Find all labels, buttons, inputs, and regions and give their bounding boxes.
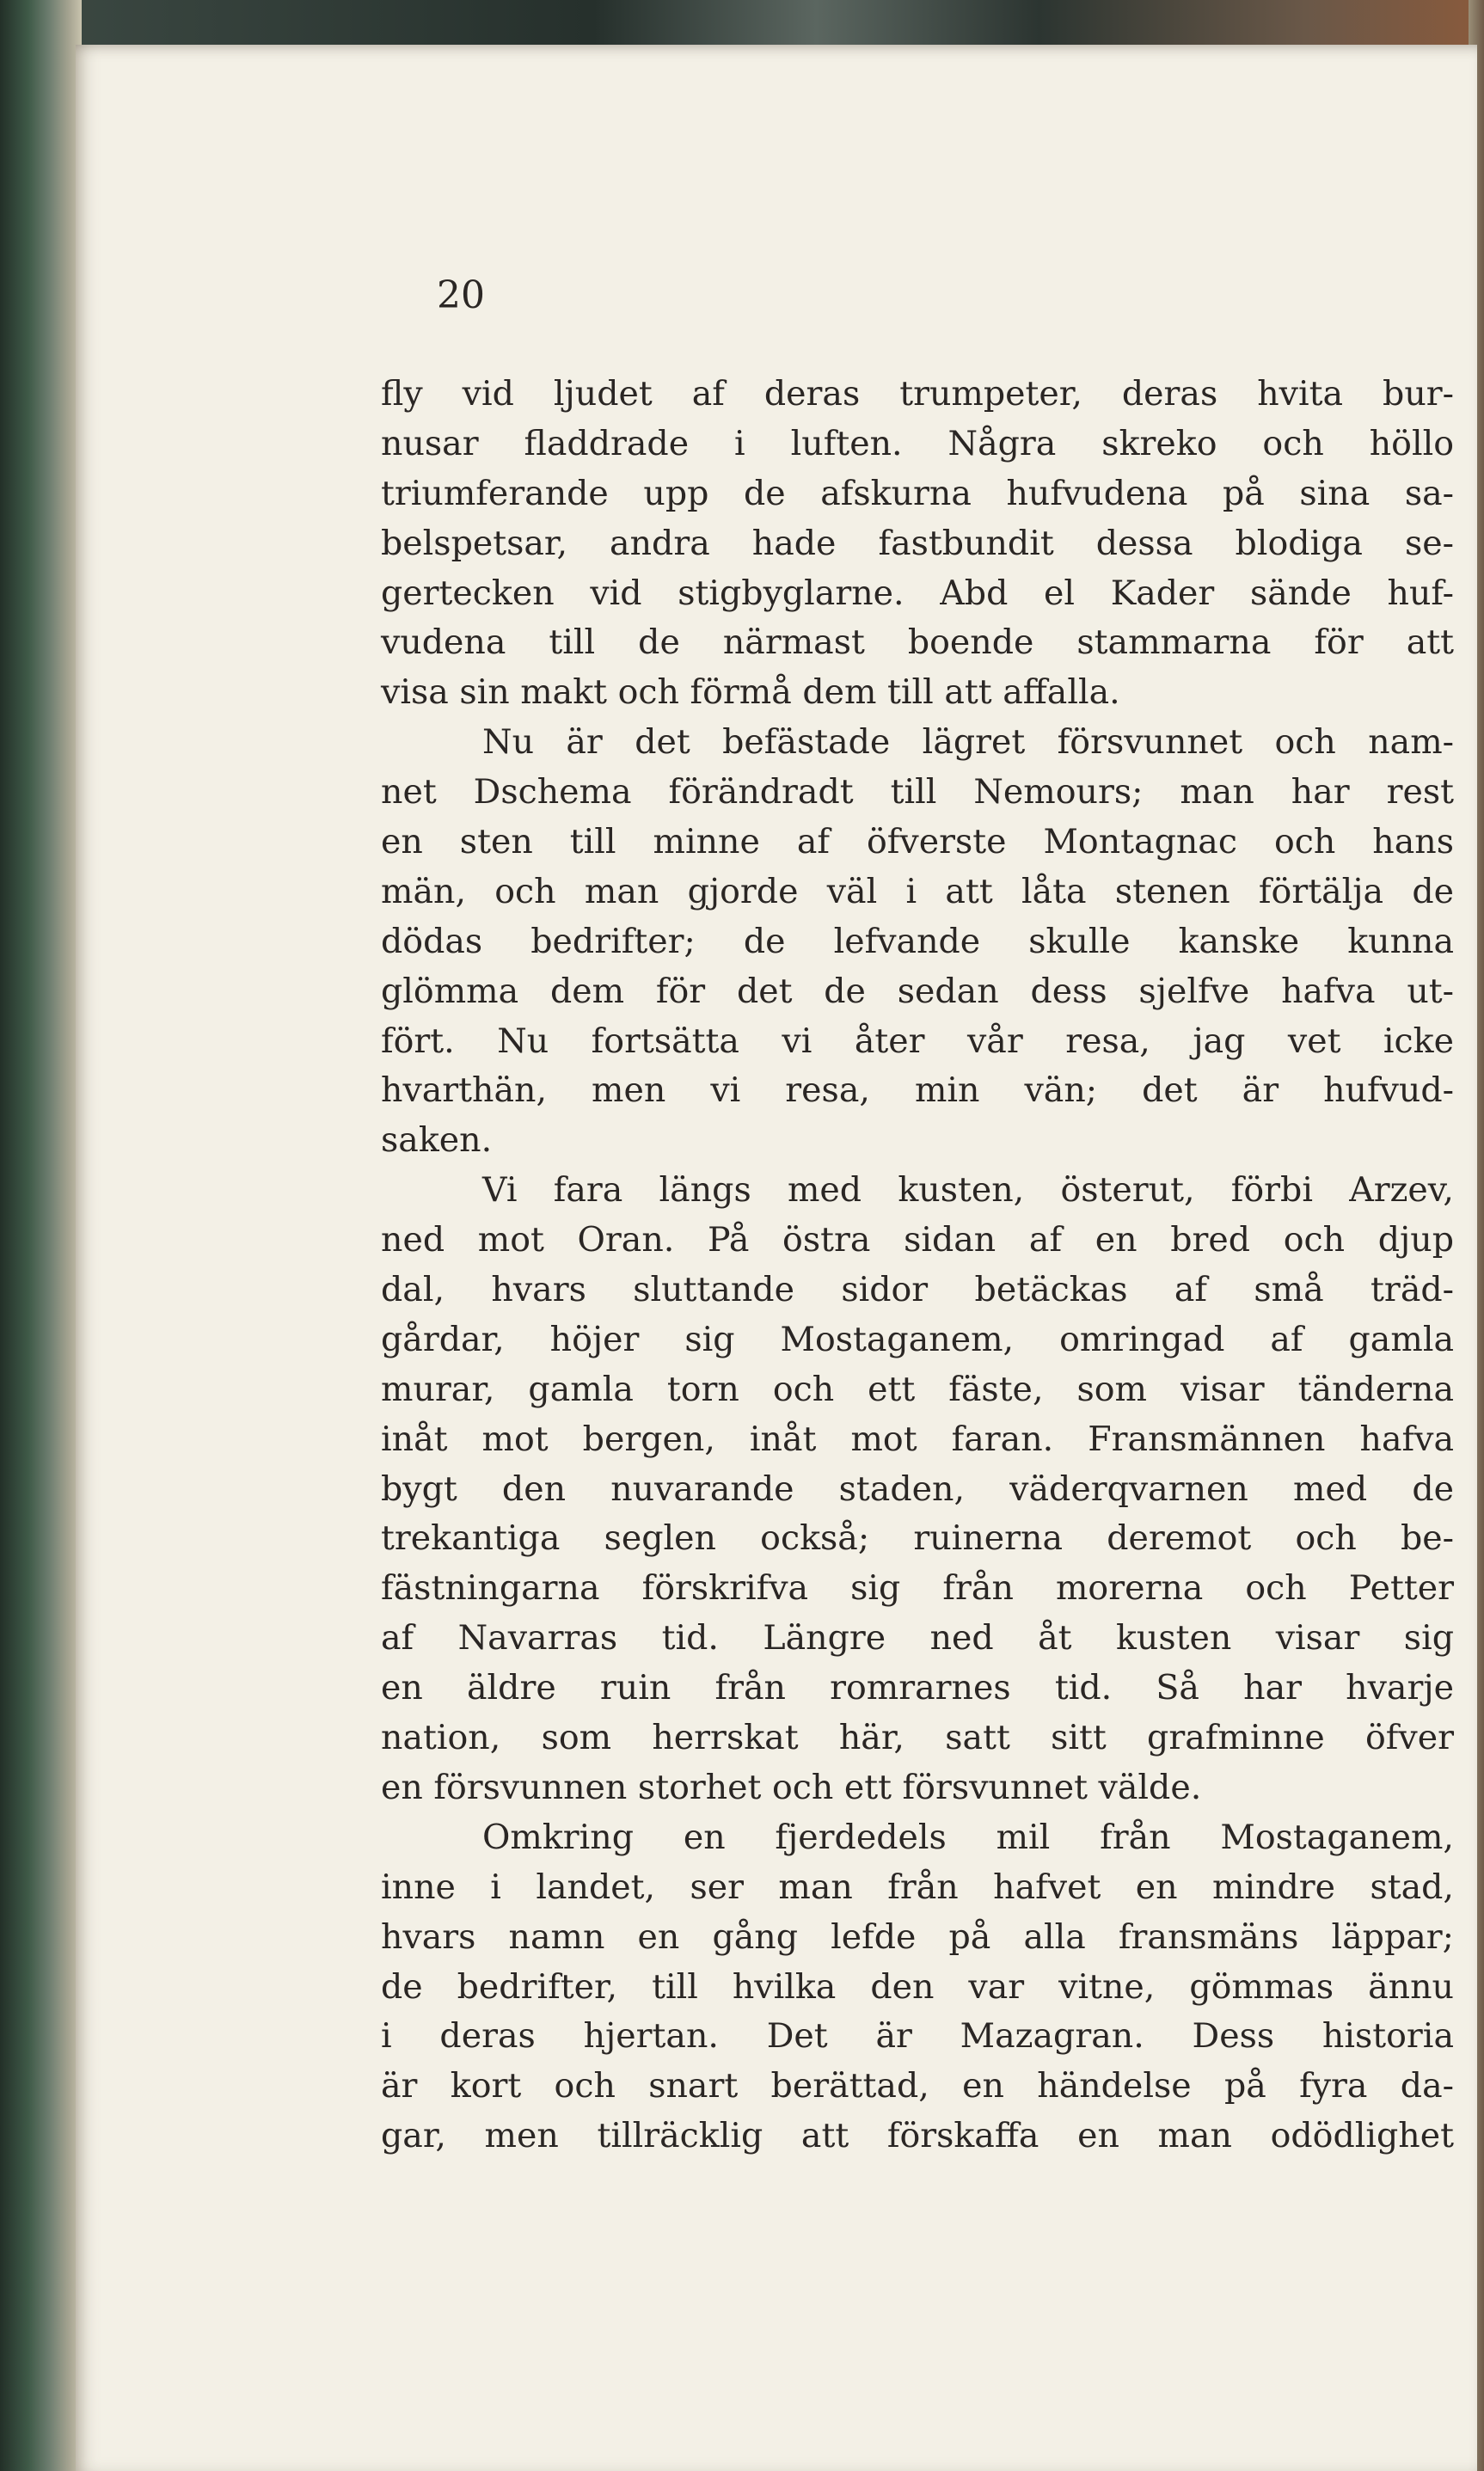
text-line: fört. Nu fortsätta vi åter vår resa, jag vet icke [381, 1021, 1454, 1061]
text-line: en sten till minne af öfverste Montagnac och hans [381, 822, 1454, 862]
text-line: nation, som herrskat här, satt sitt grafminne öfver [381, 1718, 1454, 1758]
text-line: net Dschema förändradt till Nemours; man har rest [381, 772, 1454, 812]
text-line: bygt den nuvarande staden, väderqvarnen med de [381, 1468, 1454, 1509]
text-line: Omkring en fjerdedels mil från Mostaganem, [482, 1817, 1454, 1857]
text-line: triumferande upp de afskurna hufvudena på sina sa- [381, 473, 1454, 513]
text-line: af Navarras tid. Längre ned åt kusten visar sig [381, 1618, 1454, 1659]
text-line: Vi fara längs med kusten, österut, förbi Arzev, [482, 1170, 1454, 1211]
text-line: hvarthän, men vi resa, min vän; det är hufvud- [381, 1070, 1454, 1111]
book-cover-left [0, 0, 82, 2471]
text-line: en äldre ruin från romrarnes tid. Så har hvarje [381, 1668, 1454, 1708]
text-line: saken. [381, 1120, 493, 1161]
text-line: vudena till de närmast boende stammarna för att [381, 622, 1454, 663]
text-line: gertecken vid stigbyglarne. Abd el Kader sände huf- [381, 573, 1454, 613]
text-line: murar, gamla torn och ett fäste, som visar tänderna [381, 1369, 1454, 1409]
text-line: män, och man gjorde väl i att låta stenen förtälja de [381, 871, 1454, 911]
page-number: 20 [437, 273, 485, 317]
text-line: ned mot Oran. På östra sidan af en bred och djup [381, 1220, 1454, 1260]
text-line: hvars namn en gång lefde på alla fransmäns läppar; [381, 1916, 1454, 1957]
book-page [76, 45, 1477, 2471]
body-text [381, 370, 1454, 2161]
text-line: nusar fladdrade i luften. Några skreko och höllo [381, 423, 1454, 463]
text-line: gar, men tillräcklig att förskaffa en man odödlighet [381, 2116, 1454, 2156]
text-line: belspetsar, andra hade fastbundit dessa blodiga se- [381, 523, 1454, 563]
text-line: är kort och snart berättad, en händelse på fyra da- [381, 2066, 1454, 2106]
text-line: i deras hjertan. Det är Mazagran. Dess historia [381, 2016, 1454, 2057]
book-cover-top [0, 0, 1484, 52]
text-line: trekantiga seglen också; ruinerna deremot och be- [381, 1518, 1454, 1559]
text-line: inne i landet, ser man från hafvet en mindre stad, [381, 1867, 1454, 1907]
text-line: dal, hvars sluttande sidor betäckas af små träd- [381, 1270, 1454, 1310]
text-line: de bedrifter, till hvilka den var vitne, gömmas ännu [381, 1966, 1454, 2007]
text-line: fästningarna förskrifva sig från morerna och Petter [381, 1568, 1454, 1609]
text-line: Nu är det befästade lägret försvunnet och nam- [482, 722, 1454, 763]
text-line: gårdar, höjer sig Mostaganem, omringad af gamla [381, 1319, 1454, 1359]
text-line: inåt mot bergen, inåt mot faran. Fransmännen hafva [381, 1419, 1454, 1459]
text-line: fly vid ljudet af deras trumpeter, deras hvita bur- [381, 374, 1454, 414]
text-line: visa sin makt och förmå dem till att affalla. [381, 672, 1120, 713]
text-line: glömma dem för det de sedan dess sjelfve hafva ut- [381, 971, 1454, 1011]
text-line: dödas bedrifter; de lefvande skulle kanske kunna [381, 921, 1454, 961]
text-line: en försvunnen storhet och ett försvunnet välde. [381, 1767, 1202, 1807]
